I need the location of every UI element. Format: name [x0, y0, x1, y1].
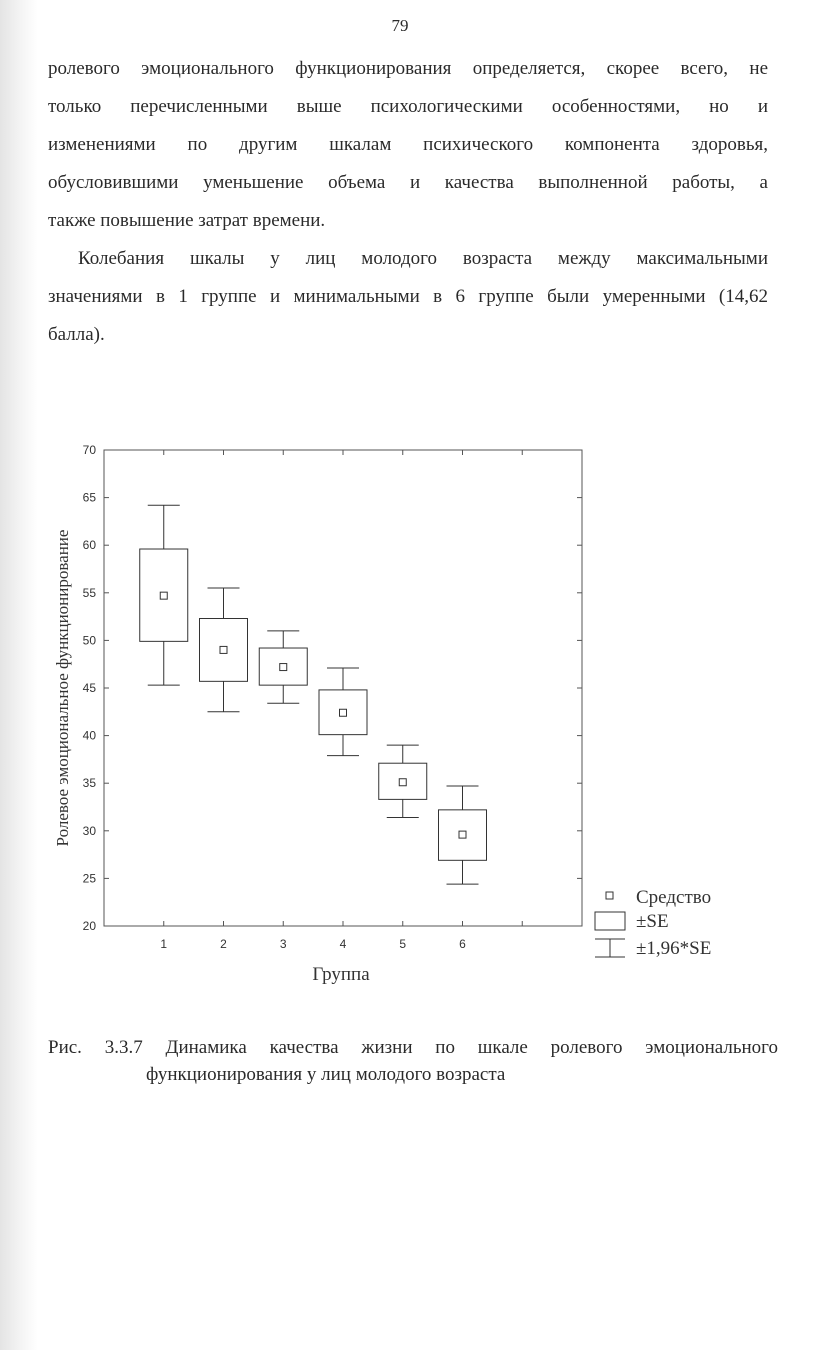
- x-tick-label: 5: [399, 937, 407, 951]
- y-axis-label: Ролевое эмоциональное функционирование: [53, 529, 72, 847]
- box-group-1: [140, 505, 188, 685]
- legend-ci-whisker: [595, 939, 625, 957]
- legend-ci-label: ±1,96*SE: [636, 938, 712, 959]
- y-tick-label: 45: [82, 681, 96, 695]
- mean-marker: [459, 831, 466, 838]
- y-tick-label: 20: [82, 919, 96, 933]
- box-series: [140, 505, 487, 884]
- x-tick-label: 2: [220, 937, 227, 951]
- se-box: [200, 619, 248, 682]
- y-tick-label: 55: [82, 585, 96, 600]
- y-tick-label: 60: [82, 538, 96, 553]
- mean-marker: [160, 592, 167, 599]
- x-axis-label: Группа: [312, 964, 370, 985]
- y-tick-label: 50: [82, 633, 96, 648]
- text-line: изменениями по другим шкалам психического компонента здоровья,: [48, 134, 768, 155]
- se-box: [439, 810, 487, 860]
- legend-se-box: [595, 912, 625, 930]
- box-group-5: [379, 745, 427, 817]
- legend-mean-label: Средство: [636, 887, 712, 908]
- box-group-2: [200, 588, 248, 712]
- mean-marker: [340, 709, 347, 716]
- y-tick-label: 40: [82, 728, 96, 743]
- text-line: ролевого эмоционального функционирования определяется, скорее всего, не: [48, 58, 768, 79]
- legend: [595, 887, 711, 959]
- box-group-3: [259, 631, 307, 703]
- se-box: [319, 690, 367, 735]
- x-tick-label: 3: [279, 937, 287, 951]
- y-tick-label: 70: [82, 443, 96, 457]
- text-line: Колебания шкалы у лиц молодого возраста между максимальными: [78, 248, 768, 269]
- se-box: [379, 763, 427, 799]
- axes: [83, 443, 582, 951]
- caption-line-2: функционирования у лиц молодого возраста: [146, 1064, 506, 1085]
- text-line: обусловившими уменьшение объема и качества выполненной работы, а: [48, 172, 768, 193]
- text-line: только перечисленными выше психологическими особенностями, но и: [48, 96, 768, 117]
- mean-marker: [280, 664, 287, 671]
- page-number: 79: [391, 16, 409, 35]
- figure-caption: [48, 1034, 778, 1088]
- y-tick-label: 65: [82, 490, 96, 505]
- caption-line-1: Рис. 3.3.7 Динамика качества жизни по шкале ролевого эмоционального: [48, 1037, 778, 1058]
- y-tick-label: 35: [82, 776, 96, 791]
- legend-se-label: ±SE: [636, 911, 669, 932]
- se-box: [259, 648, 307, 685]
- mean-marker: [399, 779, 406, 786]
- mean-marker: [220, 646, 227, 653]
- box-group-4: [319, 668, 367, 756]
- legend-mean-marker: [606, 892, 613, 899]
- text-line: балла).: [48, 324, 105, 345]
- x-tick-label: 4: [339, 937, 347, 951]
- text-line: значениями в 1 группе и минимальными в 6 группе были умеренными (14,62: [48, 286, 768, 307]
- text-line: также повышение затрат времени.: [48, 210, 326, 231]
- y-tick-label: 30: [82, 823, 96, 838]
- x-tick-label: 6: [459, 937, 466, 951]
- se-box: [140, 549, 188, 641]
- x-tick-label: 1: [160, 937, 168, 951]
- y-tick-label: 25: [82, 871, 96, 886]
- box-group-6: [439, 786, 487, 884]
